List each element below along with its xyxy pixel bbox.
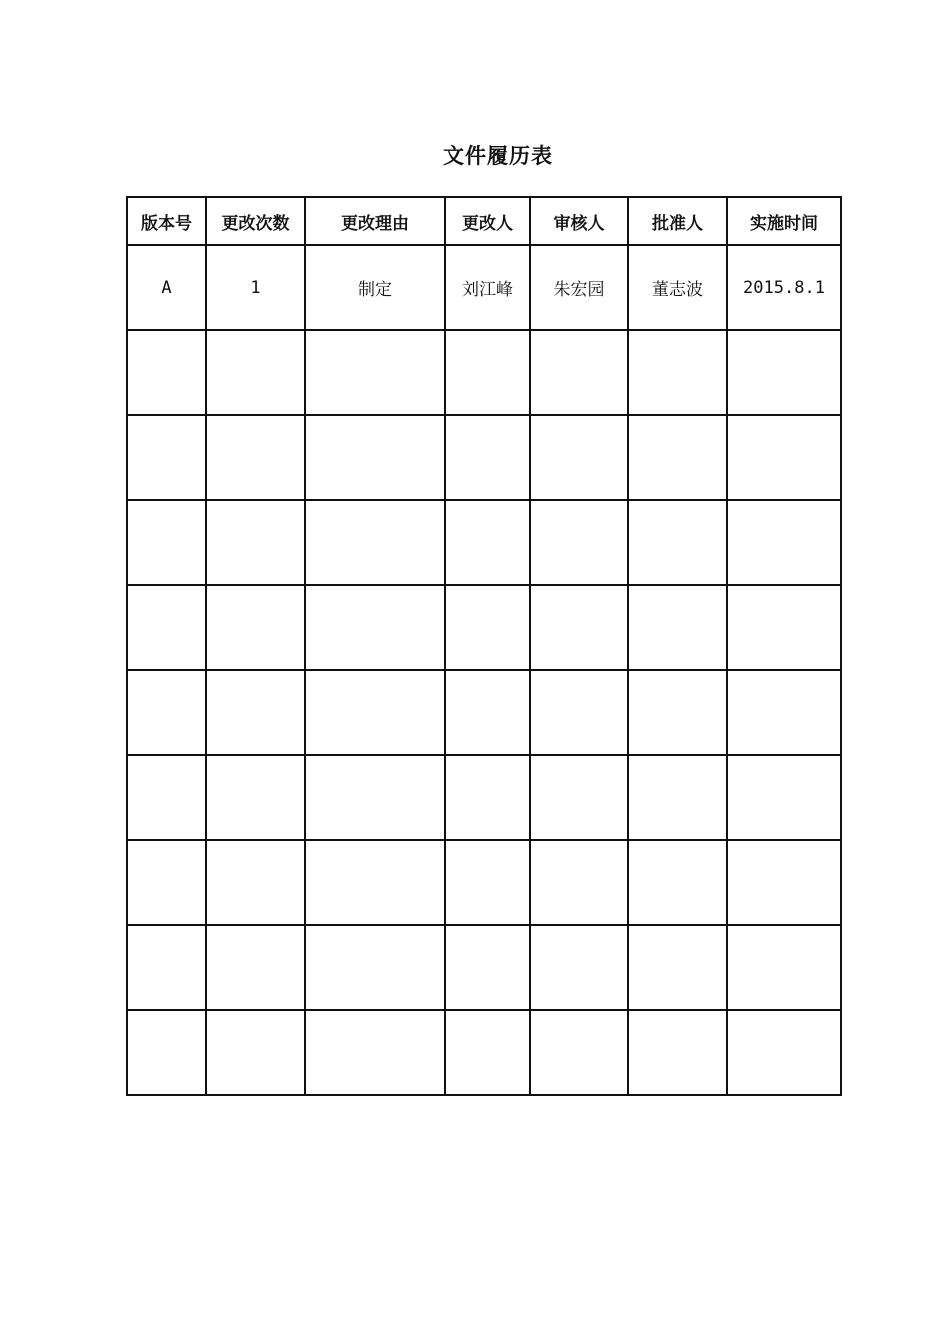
cell-change-reason: 制定 — [305, 245, 445, 330]
cell-change-count — [206, 670, 305, 755]
cell-effective-date — [727, 330, 841, 415]
cell-approver — [628, 1010, 727, 1095]
cell-change-count — [206, 925, 305, 1010]
cell-changed-by — [445, 330, 530, 415]
cell-version — [127, 670, 206, 755]
cell-effective-date — [727, 1010, 841, 1095]
cell-approver — [628, 330, 727, 415]
cell-changed-by — [445, 585, 530, 670]
header-version: 版本号 — [127, 197, 206, 245]
header-change-reason: 更改理由 — [305, 197, 445, 245]
cell-change-reason — [305, 755, 445, 840]
cell-reviewer — [530, 330, 628, 415]
header-reviewer: 审核人 — [530, 197, 628, 245]
cell-reviewer — [530, 585, 628, 670]
table-row — [127, 925, 841, 1010]
cell-reviewer — [530, 1010, 628, 1095]
header-approver: 批准人 — [628, 197, 727, 245]
cell-change-count — [206, 755, 305, 840]
cell-effective-date — [727, 755, 841, 840]
cell-change-reason — [305, 585, 445, 670]
cell-approver — [628, 925, 727, 1010]
cell-reviewer — [530, 840, 628, 925]
cell-version — [127, 755, 206, 840]
cell-changed-by: 刘江峰 — [445, 245, 530, 330]
cell-approver — [628, 840, 727, 925]
cell-effective-date — [727, 500, 841, 585]
cell-effective-date — [727, 840, 841, 925]
cell-effective-date — [727, 585, 841, 670]
cell-approver: 董志波 — [628, 245, 727, 330]
cell-approver — [628, 670, 727, 755]
cell-changed-by — [445, 500, 530, 585]
cell-version — [127, 925, 206, 1010]
table-row — [127, 330, 841, 415]
cell-reviewer — [530, 670, 628, 755]
cell-approver — [628, 500, 727, 585]
cell-effective-date — [727, 670, 841, 755]
cell-changed-by — [445, 840, 530, 925]
cell-reviewer — [530, 415, 628, 500]
cell-changed-by — [445, 1010, 530, 1095]
cell-change-count — [206, 840, 305, 925]
table-header-row — [127, 197, 841, 245]
cell-effective-date — [727, 925, 841, 1010]
cell-approver — [628, 755, 727, 840]
cell-reviewer: 朱宏园 — [530, 245, 628, 330]
cell-change-reason — [305, 925, 445, 1010]
cell-reviewer — [530, 925, 628, 1010]
cell-change-reason — [305, 415, 445, 500]
table-row — [127, 755, 841, 840]
revision-history-table — [126, 196, 842, 1096]
cell-reviewer — [530, 500, 628, 585]
table-row — [127, 840, 841, 925]
cell-change-reason — [305, 500, 445, 585]
cell-change-reason — [305, 330, 445, 415]
cell-reviewer — [530, 755, 628, 840]
cell-version — [127, 500, 206, 585]
cell-changed-by — [445, 670, 530, 755]
table-row — [127, 1010, 841, 1095]
cell-change-count — [206, 500, 305, 585]
cell-effective-date — [727, 415, 841, 500]
table-row — [127, 500, 841, 585]
cell-version — [127, 330, 206, 415]
cell-approver — [628, 585, 727, 670]
table-row — [127, 670, 841, 755]
cell-changed-by — [445, 415, 530, 500]
cell-version — [127, 415, 206, 500]
cell-change-count — [206, 585, 305, 670]
cell-change-count: 1 — [206, 245, 305, 330]
table-row — [127, 245, 841, 330]
header-change-count: 更改次数 — [206, 197, 305, 245]
cell-change-count — [206, 330, 305, 415]
header-changed-by: 更改人 — [445, 197, 530, 245]
cell-effective-date: 2015.8.1 — [727, 245, 841, 330]
cell-change-reason — [305, 840, 445, 925]
cell-change-count — [206, 415, 305, 500]
table-row — [127, 415, 841, 500]
cell-change-reason — [305, 1010, 445, 1095]
cell-approver — [628, 415, 727, 500]
cell-version — [127, 840, 206, 925]
cell-changed-by — [445, 755, 530, 840]
cell-change-reason — [305, 670, 445, 755]
document-title: 文件履历表 — [443, 143, 553, 168]
header-effective-date: 实施时间 — [727, 197, 841, 245]
cell-changed-by — [445, 925, 530, 1010]
cell-version — [127, 585, 206, 670]
table-row — [127, 585, 841, 670]
cell-change-count — [206, 1010, 305, 1095]
cell-version — [127, 1010, 206, 1095]
cell-version: A — [127, 245, 206, 330]
